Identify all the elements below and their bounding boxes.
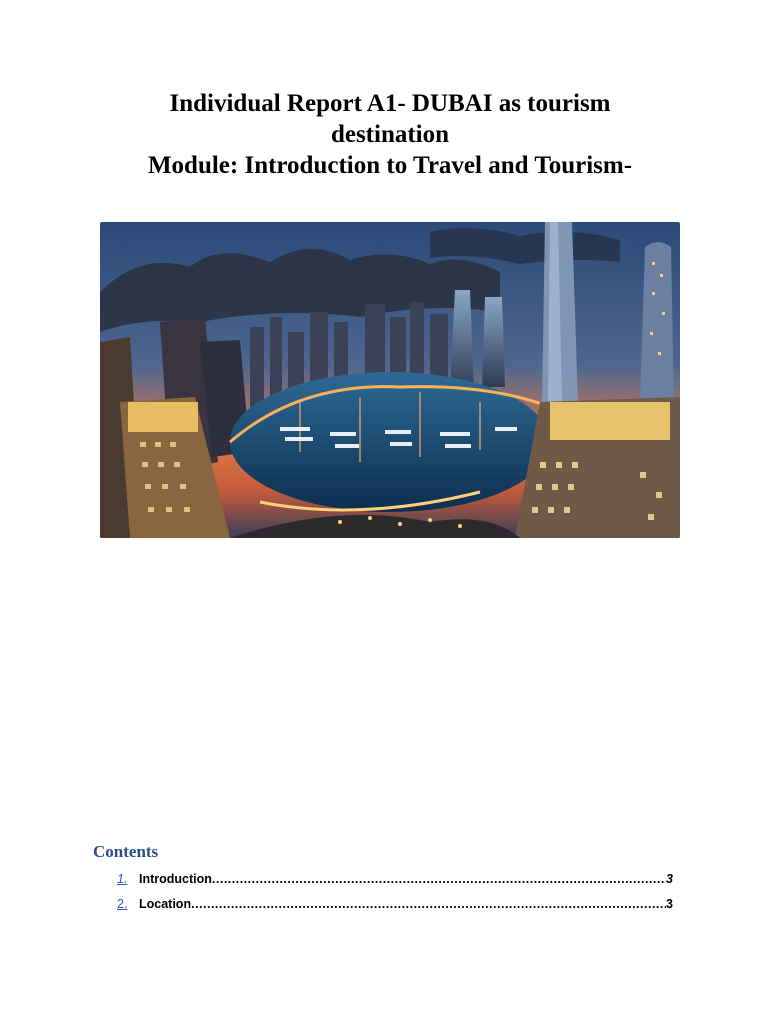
toc-entry-number[interactable]: 2.	[117, 897, 128, 911]
title-line-3: Module: Introduction to Travel and Tourism-	[147, 152, 633, 179]
toc-entry-page[interactable]: 3	[666, 897, 673, 911]
title-line-2: destination	[330, 121, 450, 148]
toc-entry[interactable]	[117, 897, 673, 915]
dubai-marina-photo	[100, 222, 680, 538]
contents-heading: Contents	[93, 842, 159, 861]
toc-dot-leader	[212, 872, 666, 886]
toc-entry-number[interactable]: 1.	[117, 872, 128, 886]
toc-entry-label[interactable]: Location	[139, 897, 192, 911]
toc-dot-leader	[191, 897, 666, 911]
toc-entry-page[interactable]: 3	[666, 872, 673, 886]
report-title	[80, 88, 700, 181]
dubai-marina-illustration	[100, 222, 680, 538]
toc-entry[interactable]	[117, 872, 673, 890]
toc-entry-label[interactable]: Introduction	[139, 872, 212, 886]
title-line-1: Individual Report A1- DUBAI as tourism	[169, 90, 611, 117]
